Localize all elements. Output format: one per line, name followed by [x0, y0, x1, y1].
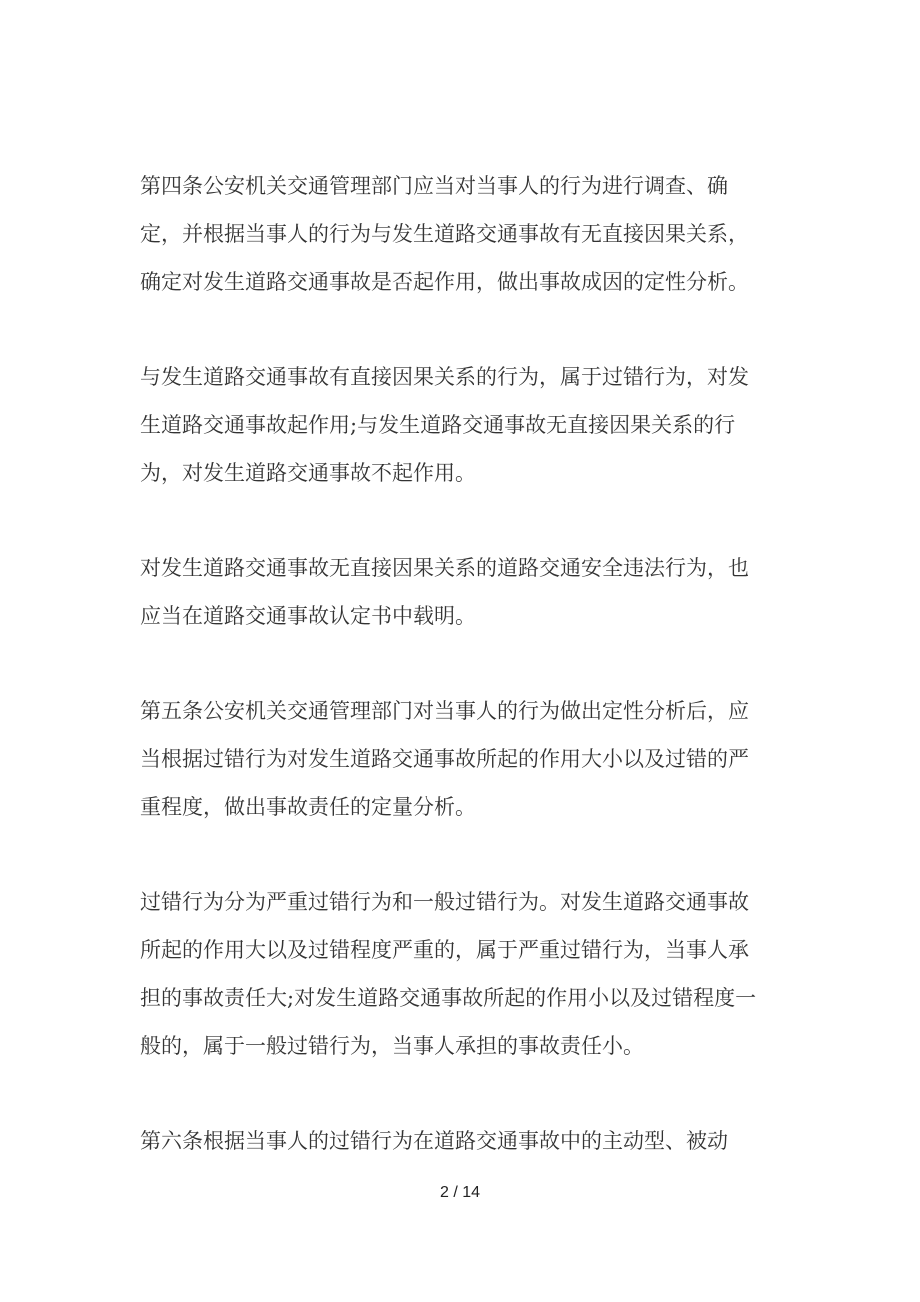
text-line: 第六条根据当事人的过错行为在道路交通事故中的主动型、被动: [140, 1129, 728, 1153]
paragraph-article-4: [140, 162, 790, 306]
paragraph-violation-record: [140, 544, 790, 640]
text-line: 为，对发生道路交通事故不起作用。: [140, 461, 476, 485]
text-line: 所起的作用大以及过错程度严重的，属于严重过错行为，当事人承: [140, 938, 749, 962]
text-line: 生道路交通事故起作用;与发生道路交通事故无直接因果关系的行: [140, 413, 736, 437]
document-body: [140, 162, 790, 1212]
paragraph-article-5: [140, 687, 790, 831]
text-line: 第四条公安机关交通管理部门应当对当事人的行为进行调查、确: [140, 174, 728, 198]
text-line: 第五条公安机关交通管理部门对当事人的行为做出定性分析后，应: [140, 699, 749, 723]
text-line: 过错行为分为严重过错行为和一般过错行为。对发生道路交通事故: [140, 890, 749, 914]
paragraph-article-6: [140, 1117, 790, 1165]
text-line: 对发生道路交通事故无直接因果关系的道路交通安全违法行为，也: [140, 556, 749, 580]
paragraph-fault-behavior: [140, 353, 790, 497]
text-line: 重程度，做出事故责任的定量分析。: [140, 795, 476, 819]
text-line: 担的事故责任大;对发生道路交通事故所起的作用小以及过错程度一: [140, 986, 757, 1010]
page-number: 2 / 14: [439, 1184, 481, 1201]
text-line: 定，并根据当事人的行为与发生道路交通事故有无直接因果关系，: [140, 222, 749, 246]
text-line: 确定对发生道路交通事故是否起作用，做出事故成因的定性分析。: [140, 270, 749, 294]
text-line: 应当在道路交通事故认定书中载明。: [140, 604, 476, 628]
text-line: 与发生道路交通事故有直接因果关系的行为，属于过错行为，对发: [140, 365, 749, 389]
text-line: 般的，属于一般过错行为，当事人承担的事故责任小。: [140, 1034, 644, 1058]
text-line: 当根据过错行为对发生道路交通事故所起的作用大小以及过错的严: [140, 747, 749, 771]
paragraph-fault-classification: [140, 878, 790, 1070]
